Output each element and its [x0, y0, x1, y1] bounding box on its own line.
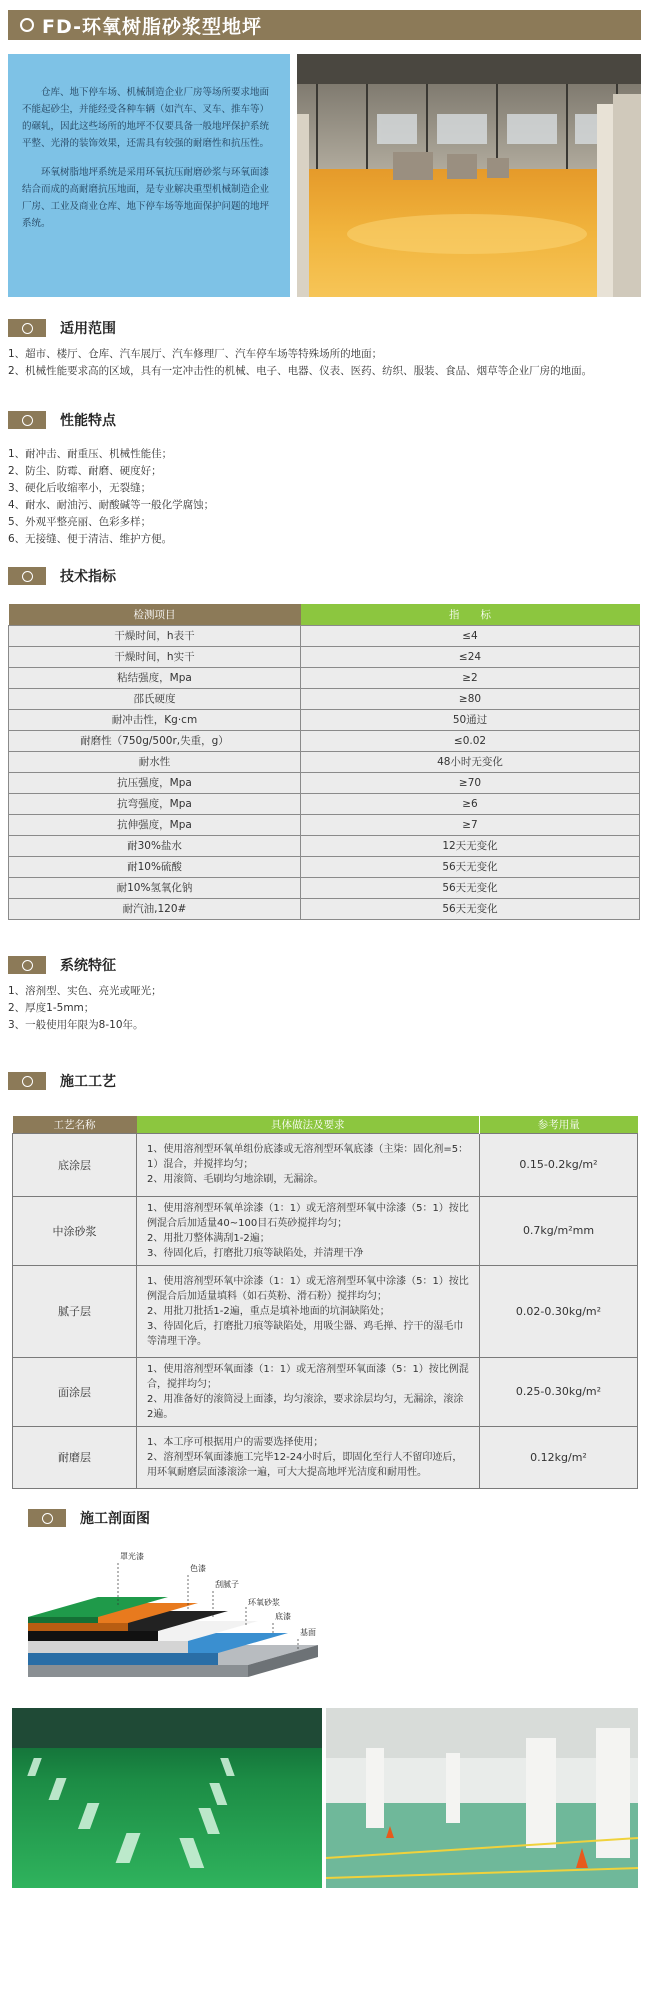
table-cell: 干燥时间，h表干 [9, 625, 301, 646]
table-cell: 56天无变化 [301, 856, 640, 877]
process-usage: 0.02-0.30kg/m² [480, 1265, 638, 1357]
section-specs-header [8, 566, 116, 586]
table-row [9, 730, 640, 751]
cross-section-svg [18, 1545, 328, 1690]
table-cell: 耐10%硫酸 [9, 856, 301, 877]
section-process-header [8, 1071, 116, 1091]
table-cell: 抗压强度，Mpa [9, 772, 301, 793]
label-primer: 底漆 [275, 1612, 291, 1621]
table-header-cell: 工艺名称 [13, 1116, 137, 1133]
table-cell: ≥7 [301, 814, 640, 835]
table-row [9, 856, 640, 877]
table-row [9, 646, 640, 667]
list-item: 2、机械性能要求高的区域，具有一定冲击性的机械、电子、电器、仪表、医药、纺织、服装、食品、烟草等企业厂房的地面。 [8, 365, 593, 377]
section-scope-title: 适用范围 [60, 321, 116, 337]
table-cell: ≥70 [301, 772, 640, 793]
section-badge-icon [8, 1072, 46, 1090]
process-desc: 1、本工序可根据用户的需要选择使用； 2、溶剂型环氧面漆施工完毕12-24小时后，即固化至行人不留印迹后，用环氧耐磨层面漆滚涂一遍，可大大提高地坪光洁度和耐用性。 [137, 1426, 480, 1488]
section-view-header [28, 1508, 150, 1528]
process-desc: 1、使用溶剂型环氧单组份底漆或无溶剂型环氧底漆（主柒：固化剂=5：1）混合，并搅拌均匀； 2、用滚筒、毛刷均匀地涂刷，无漏涂。 [137, 1133, 480, 1196]
table-cell: 耐水性 [9, 751, 301, 772]
list-item: 2、防尘、防霉、耐磨、硬度好； [8, 465, 162, 477]
process-usage: 0.25-0.30kg/m² [480, 1357, 638, 1426]
table-cell: ≥2 [301, 667, 640, 688]
section-badge-icon [8, 567, 46, 585]
table-row [9, 625, 640, 646]
section-badge-icon [28, 1509, 66, 1527]
section-badge-icon [8, 411, 46, 429]
table-cell: 耐30%盐水 [9, 835, 301, 856]
table-cell: 邵氏硬度 [9, 688, 301, 709]
table-header-cell: 具体做法及要求 [137, 1116, 480, 1133]
list-item: 4、耐水、耐油污、耐酸碱等一般化学腐蚀； [8, 499, 215, 511]
circle-icon [20, 18, 34, 32]
label-mortar: 环氧砂浆 [248, 1598, 280, 1607]
table-row [13, 1265, 638, 1357]
process-desc: 1、使用溶剂型环氧单涂漆（1：1）或无溶剂型环氧中涂漆（5：1）按比例混合后加适量40~100目石英砂搅拌均匀； 2、用批刀整体满刮1-2遍； 3、待固化后，打磨批刀痕等缺陷处，并清理干净 [137, 1196, 480, 1265]
table-header-cell: 参考用量 [480, 1116, 638, 1133]
list-item: 1、耐冲击、耐重压、机械性能佳； [8, 448, 173, 460]
table-cell: 耐汽油,120# [9, 898, 301, 919]
warehouse-photo-image [297, 54, 641, 297]
table-cell: 12天无变化 [301, 835, 640, 856]
table-cell: 耐磨性（750g/500r,失重，g） [9, 730, 301, 751]
section-features-header [8, 410, 116, 430]
table-cell: ≤4 [301, 625, 640, 646]
list-item: 5、外观平整亮丽、色彩多样； [8, 516, 152, 528]
section-system-title: 系统特征 [60, 958, 116, 974]
table-row [9, 835, 640, 856]
process-usage: 0.7kg/m²mm [480, 1196, 638, 1265]
table-row [13, 1426, 638, 1488]
list-item: 2、厚度1-5mm； [8, 1002, 95, 1014]
label-putty: 刮腻子 [215, 1580, 239, 1589]
table-cell: ≤0.02 [301, 730, 640, 751]
intro-paragraph-2: 环氧树脂地坪系统是采用环氧抗压耐磨砂浆与环氧面漆结合而成的高耐磨抗压地面，是专业解决重型机械制造企业厂房、工业及商业仓库、地下停车场等地面保护问题的地坪系统。 [22, 167, 270, 229]
scope-list [8, 346, 592, 380]
process-table [12, 1116, 638, 1489]
parking-garage-photo [326, 1708, 638, 1888]
table-cell: 56天无变化 [301, 877, 640, 898]
page-title: FD-环氧树脂砂浆型地坪 [42, 15, 262, 38]
table-header-row [9, 604, 640, 625]
process-desc: 1、使用溶剂型环氧面漆（1：1）或无溶剂型环氧面漆（5：1）按比例混合，搅拌均匀； 2、用准备好的滚筒浸上面漆，均匀滚涂，要求涂层均匀，无漏涂，滚涂2遍。 [137, 1357, 480, 1426]
cross-section-diagram [18, 1545, 328, 1690]
system-list [8, 983, 162, 1034]
table-cell: ≥6 [301, 793, 640, 814]
table-row [9, 793, 640, 814]
table-row [9, 877, 640, 898]
table-cell: 耐10%氢氧化钠 [9, 877, 301, 898]
label-topcoat: 罩光漆 [120, 1552, 144, 1561]
list-item: 6、无接缝、便于清洁、维护方便。 [8, 533, 173, 545]
table-cell: ≥80 [301, 688, 640, 709]
table-cell: 粘结强度，Mpa [9, 667, 301, 688]
parking-garage-image [326, 1708, 638, 1888]
section-scope-header [8, 318, 116, 338]
process-desc: 1、使用溶剂型环氧中涂漆（1：1）或无溶剂型环氧中涂漆（5：1）按比例混合后加适量填料（如石英粉、滑石粉）搅拌均匀； 2、用批刀批括1-2遍，重点是填补地面的坑洞缺陷处； 3、待固化后，打磨批刀痕等缺陷处，用吸尘器、鸡毛掸、拧干的湿毛巾等清理干净。 [137, 1265, 480, 1357]
spec-table [8, 604, 640, 920]
section-badge-icon [8, 956, 46, 974]
list-item: 1、超市、楼厅、仓库、汽车展厅、汽车修理厂、汽车停车场等特殊场所的地面； [8, 348, 383, 360]
warehouse-photo [297, 54, 641, 297]
section-features-title: 性能特点 [60, 413, 116, 429]
label-base: 基面 [300, 1628, 316, 1637]
table-row [13, 1357, 638, 1426]
process-name: 底涂层 [13, 1133, 137, 1196]
table-header-cell: 检测项目 [9, 604, 301, 625]
list-item: 3、硬化后收缩率小，无裂缝； [8, 482, 152, 494]
table-row [13, 1196, 638, 1265]
table-cell: 抗伸强度，Mpa [9, 814, 301, 835]
table-cell: 48小时无变化 [301, 751, 640, 772]
table-row [9, 667, 640, 688]
table-header-cell: 指 标 [301, 604, 640, 625]
table-header-row [13, 1116, 638, 1133]
process-name: 耐磨层 [13, 1426, 137, 1488]
page-title-bar [8, 10, 641, 40]
table-cell: 耐冲击性，Kg·cm [9, 709, 301, 730]
section-badge-icon [8, 319, 46, 337]
list-item: 3、一般使用年限为8-10年。 [8, 1019, 144, 1031]
table-cell: 50通过 [301, 709, 640, 730]
table-cell: 抗弯强度，Mpa [9, 793, 301, 814]
section-system-header [8, 955, 116, 975]
green-floor-image [12, 1708, 322, 1888]
process-name: 中涂砂浆 [13, 1196, 137, 1265]
section-process-title: 施工工艺 [60, 1074, 116, 1090]
green-floor-photo [12, 1708, 322, 1888]
table-row [9, 751, 640, 772]
section-view-title: 施工剖面图 [80, 1511, 150, 1527]
features-list [8, 446, 214, 548]
process-name: 面涂层 [13, 1357, 137, 1426]
intro-paragraph-1: 仓库、地下停车场、机械制造企业厂房等场所要求地面不能起砂尘，并能经受各种车辆（如汽车、叉车、推车等）的碾轧，因此这些场所的地坪不仅要具备一般地坪保护系统平整、光滑的装饰效果，还需具有较强的耐磨性和抗压性。 [22, 87, 270, 149]
process-name: 腻子层 [13, 1265, 137, 1357]
table-row [9, 898, 640, 919]
section-specs-title: 技术指标 [60, 569, 116, 585]
label-color: 色漆 [190, 1564, 206, 1573]
process-usage: 0.15-0.2kg/m² [480, 1133, 638, 1196]
table-row [9, 709, 640, 730]
table-row [9, 688, 640, 709]
list-item: 1、溶剂型、实色、亮光或哑光； [8, 985, 162, 997]
table-row [13, 1133, 638, 1196]
intro-box [8, 54, 290, 297]
table-row [9, 814, 640, 835]
table-row [9, 772, 640, 793]
process-usage: 0.12kg/m² [480, 1426, 638, 1488]
table-cell: ≤24 [301, 646, 640, 667]
table-cell: 干燥时间，h实干 [9, 646, 301, 667]
table-cell: 56天无变化 [301, 898, 640, 919]
